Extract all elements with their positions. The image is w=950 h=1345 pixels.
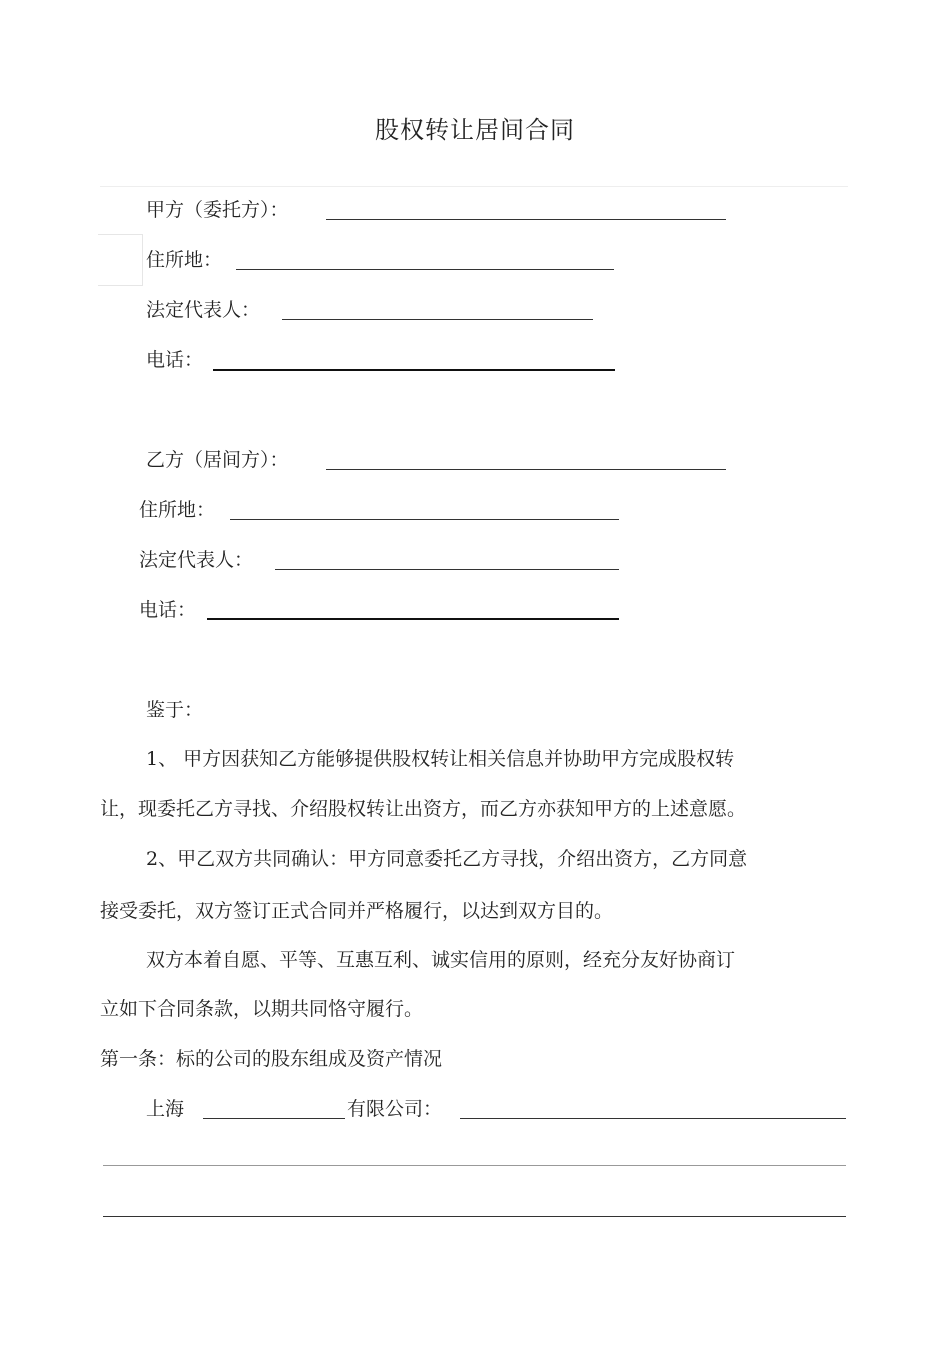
recital-1-line-1: 1、 甲方因获知乙方能够提供股权转让相关信息并协助甲方完成股权转: [146, 748, 735, 770]
party-b-phone-line[interactable]: [207, 618, 619, 620]
party-a-rep-line[interactable]: [282, 319, 593, 320]
party-b-rep-label: 法定代表人：: [139, 549, 254, 571]
recital-1-line-2: 让，现委托乙方寻找、介绍股权转让出资方，而乙方亦获知甲方的上述意愿。: [100, 798, 747, 820]
party-b-address-label: 住所地：: [139, 499, 216, 521]
recital-3-line-1: 双方本着自愿、平等、互惠互利、诚实信用的原则，经充分友好协商订: [146, 949, 736, 971]
party-a-name-label: 甲方（委托方）：: [146, 199, 289, 221]
party-a-address-line[interactable]: [236, 269, 614, 270]
party-a-name-line[interactable]: [326, 219, 726, 220]
recital-2-line-1: 2、甲乙双方共同确认：甲方同意委托乙方寻找，介绍出资方，乙方同意: [146, 848, 748, 870]
article-1-company-suffix: 有限公司：: [347, 1098, 443, 1120]
party-b-phone-label: 电话：: [139, 599, 197, 621]
header-divider: [100, 186, 848, 187]
recital-2-line-2: 接受委托，双方签订正式合同并严格履行，以达到双方目的。: [100, 900, 614, 922]
party-b-address-line[interactable]: [230, 519, 619, 520]
article-1-city-blank[interactable]: [203, 1118, 345, 1119]
party-a-phone-label: 电话：: [146, 349, 204, 371]
article-1-blank-line-2[interactable]: [103, 1216, 846, 1217]
party-b-name-label: 乙方（居间方）：: [146, 449, 289, 471]
margin-box: [98, 234, 143, 286]
party-b-rep-line[interactable]: [275, 569, 619, 570]
article-1-company-line[interactable]: [460, 1118, 846, 1119]
contract-title: 股权转让居间合同: [375, 116, 575, 144]
recitals-heading: 鉴于：: [146, 699, 204, 721]
party-a-rep-label: 法定代表人：: [146, 299, 261, 321]
party-a-address-label: 住所地：: [146, 249, 223, 271]
recital-3-line-2: 立如下合同条款，以期共同恪守履行。: [100, 998, 424, 1020]
article-1-blank-line-1[interactable]: [103, 1165, 846, 1166]
party-b-name-line[interactable]: [326, 469, 726, 470]
article-1-heading: 第一条：标的公司的股东组成及资产情况: [100, 1048, 443, 1070]
party-a-phone-line[interactable]: [213, 369, 615, 371]
article-1-city: 上海: [146, 1098, 185, 1120]
